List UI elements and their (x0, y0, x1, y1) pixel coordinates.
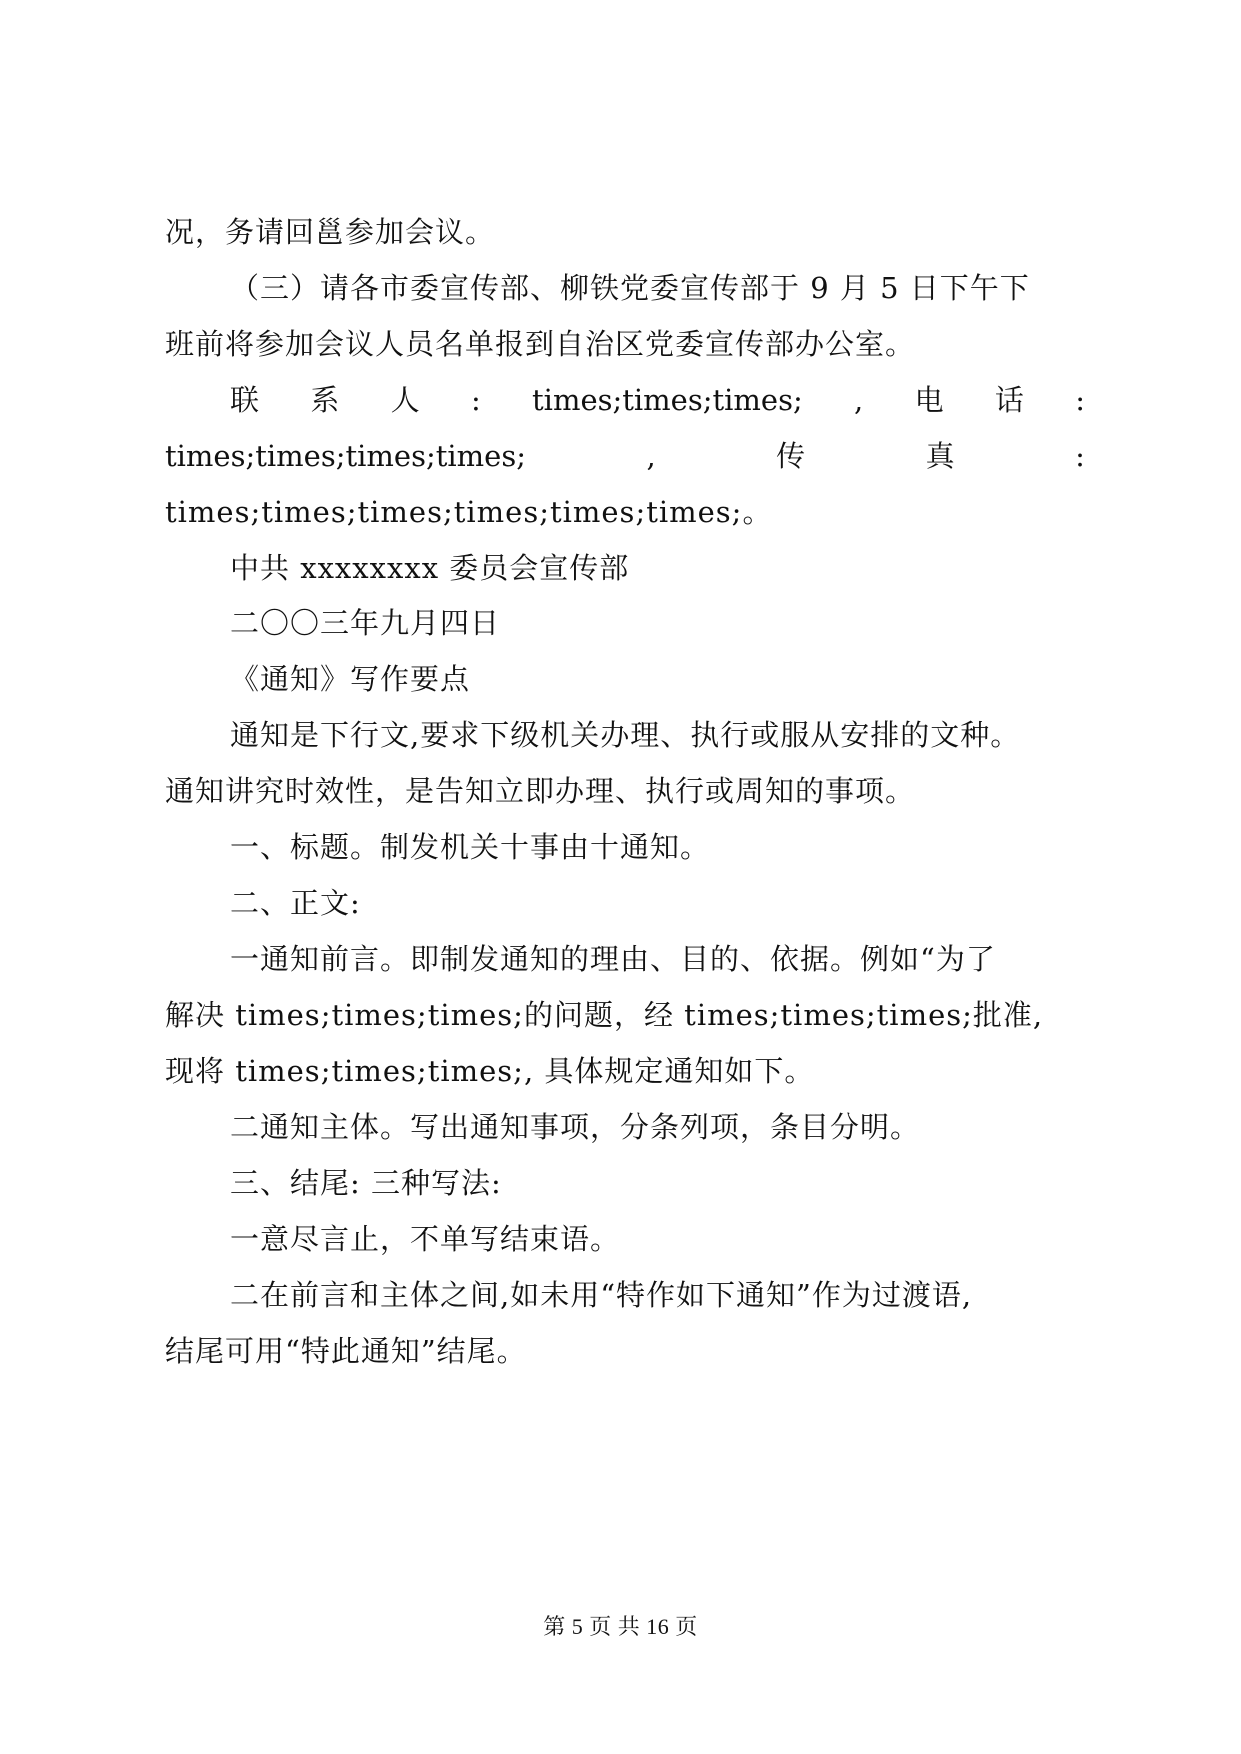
contact-char: : (1075, 439, 1085, 473)
contact-char: 话 (994, 383, 1024, 417)
contact-char: 联 (230, 383, 260, 417)
paragraph-line: 通知是下行文,要求下级机关办理、执行或服从安排的文种。 (230, 718, 1021, 752)
contact-char: , (646, 439, 656, 473)
paragraph-line: 结尾可用“特此通知”结尾。 (165, 1334, 527, 1368)
paragraph-line: 一意尽言止，不单写结束语。 (230, 1222, 621, 1256)
paragraph-line: 一通知前言。即制发通知的理由、目的、依据。例如“为了 (230, 942, 996, 976)
paragraph-line: 通知讲究时效性，是告知立即办理、执行或周知的事项。 (165, 774, 916, 808)
contact-char: 真 (925, 439, 955, 473)
signature-org: 中共 xxxxxxxx 委员会宣传部 (230, 551, 630, 585)
contact-char: 电 (914, 383, 944, 417)
contact-char: : (1075, 383, 1085, 417)
paragraph-line: 三、结尾: 三种写法: (230, 1166, 502, 1200)
paragraph-line: 二通知主体。写出通知事项，分条列项，条目分明。 (230, 1110, 921, 1144)
contact-char: 系 (310, 383, 340, 417)
contact-char: 传 (776, 439, 806, 473)
paragraph-line: 一、标题。制发机关十事由十通知。 (230, 830, 711, 864)
page-number-footer: 第 5 页 共 16 页 (543, 1614, 698, 1639)
contact-char: : (470, 383, 481, 417)
paragraph-line: 况，务请回邕参加会议。 (165, 215, 496, 249)
paragraph-line: （三）请各市委宣传部、柳铁党委宣传部于 9 月 5 日下午下 (230, 271, 1030, 305)
paragraph-line: 二、正文: (230, 886, 361, 920)
paragraph-line: 班前将参加会议人员名单报到自治区党委宣传部办公室。 (165, 327, 916, 361)
section-heading: 《通知》写作要点 (230, 662, 471, 696)
fax-value-line: times;times;times;times;times;times;。 (165, 495, 773, 529)
contact-char: 人 (390, 383, 420, 417)
contact-char: , (854, 383, 864, 417)
paragraph-line: 解决 times;times;times;的问题，经 times;times;times;批准, (165, 998, 1044, 1032)
paragraph-line: 二在前言和主体之间,如未用“特作如下通知”作为过渡语, (230, 1278, 973, 1312)
contact-person-value: times;times;times; (532, 383, 803, 417)
phone-value: times;times;times;times; (165, 439, 526, 473)
contact-line (230, 380, 1085, 420)
paragraph-line: 现将 times;times;times;, 具体规定通知如下。 (165, 1054, 815, 1088)
signature-date: 二〇〇三年九月四日 (230, 606, 501, 640)
phone-fax-line (165, 436, 1085, 476)
